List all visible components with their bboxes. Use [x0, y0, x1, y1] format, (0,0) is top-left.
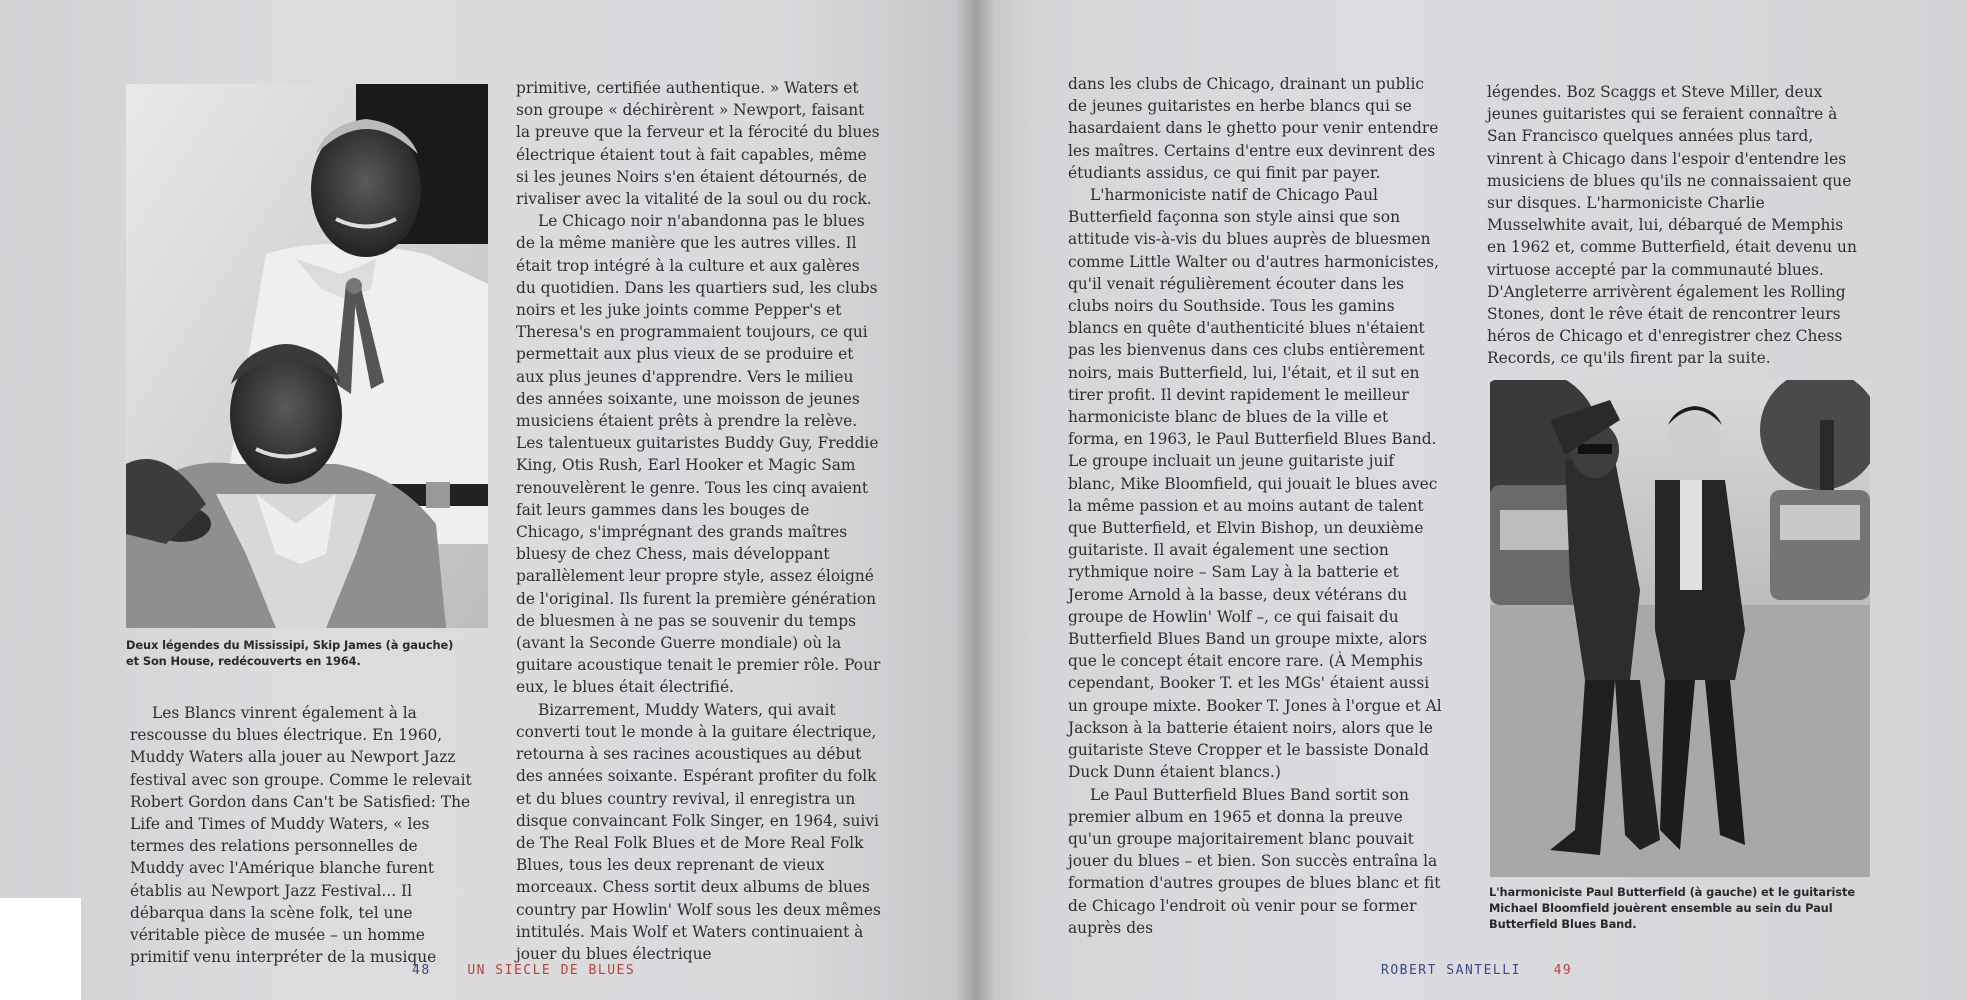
- paragraph: Le Chicago noir n'abandonna pas le blues de la même manière que les autres villes. Il était trop intégré à la culture et aux galères du quotidien. Dans les quartiers sud, les clubs noirs et les juke joints comme Pepper's et Theresa's en programmaient toujours, ce qui permettait aux plus vieux de se produire et aux plus jeunes d'apprendre. Vers le milieu des années soixante, une moisson de jeunes musiciens étaient prêts à prendre la relève. Les talentueux guitaristes Buddy Guy, Freddie King, Otis Rush, Earl Hooker et Magic Sam renouvelèrent le genre. Tous les cinq avaient fait leurs gammes dans les bouges de Chicago, s'imprégnant des grands maîtres bluesy de chez Chess, mais développant parallèlement leur propre style, assez éloigné de l'original. Ils furent la première génération de bluesmen à ne pas se souvenir du temps (avant la Seconde Guerre mondiale) où la guitare acoustique tenait le premier rôle. Pour eux, le blues était électrifié.: [516, 212, 881, 697]
- right-column-2: [1487, 81, 1859, 370]
- right-folio: [1381, 963, 1572, 978]
- left-page: [0, 0, 975, 1000]
- paragraph: Le Paul Butterfield Blues Band sortit son premier album en 1965 et donna la preuve qu'un groupe majoritairement blanc pouvait jouer du blues – et bien. Son succès entraîna la formation d'autres groupes de blues blanc et fit de Chicago l'endroit où venir pour se former auprès des: [1068, 785, 1441, 937]
- page-number: 48: [412, 963, 431, 978]
- photo-caption-right: L'harmoniciste Paul Butterfield (à gauche) et le guitariste Michael Bloomfield jouèrent ensemble au sein du Paul Butterfield Blues Band.: [1489, 885, 1855, 931]
- paragraph: dans les clubs de Chicago, drainant un public de jeunes guitaristes en herbe blancs qui se hasardaient dans le ghetto pour venir entendre les maîtres. Certains d'entre eux devinrent des étudiants assidus, ce qui finit par payer.: [1068, 75, 1439, 182]
- photo-butterfield-bloomfield: [1490, 380, 1870, 877]
- photo-caption-left: Deux légendes du Mississipi, Skip James (à gauche) et Son House, redécouverts en 1964.: [126, 638, 454, 668]
- right-column-1: [1068, 73, 1443, 939]
- paragraph: L'harmoniciste natif de Chicago Paul Butterfield façonna son style ainsi que son attitude vis-à-vis du blues auprès de bluesmen comme Little Walter ou d'autres harmonicistes, qu'il venait régulièrement écouter dans les clubs noirs du Southside. Tous les gamins blancs en quête d'authenticité blues n'étaient pas les bienvenus dans ces clubs entièrement noirs, mais Butterfield, lui, l'était, et il sut en tirer profit. Il devint rapidement le meilleur harmoniciste blanc de blues de la ville et forma, en 1963, le Paul Butterfield Blues Band. Le groupe incluait un jeune guitariste juif blanc, Mike Bloomfield, qui jouait le blues avec la même passion et au moins autant de talent que Butterfield, et Elvin Bishop, un deuxième guitariste. Il avait également une section rythmique noire – Sam Lay à la batterie et Jerome Arnold à la basse, deux vétérans du groupe de Howlin' Wolf –, ce qui faisait du Butterfield Blues Band un groupe mixte, alors que le concept était encore rare. (À Memphis cependant, Booker T. et les MGs' étaient aussi un groupe mixte. Booker T. Jones à l'orgue et Al Jackson à la batterie étaient noirs, alors que le guitariste Steve Cropper et le bassiste Donald Duck Dunn étaient blancs.): [1068, 186, 1442, 782]
- paragraph: Les Blancs vinrent également à la rescousse du blues électrique. En 1960, Muddy Waters alla jouer au Newport Jazz festival avec son groupe. Comme le relevait Robert Gordon dans Can't be Satisfied: The Life and Times of Muddy Waters, « les termes des relations personnelles de Muddy avec l'Amérique blanche furent établis au Newport Jazz Festival... Il débarqua dans la scène folk, tel une véritable pièce de musée – un homme primitif venu interpréter de la musique: [130, 704, 472, 967]
- photo-skip-james-son-house: [126, 84, 488, 628]
- right-page: [975, 0, 1967, 1000]
- page-number: 49: [1553, 963, 1573, 978]
- left-column-1: [130, 702, 475, 968]
- paragraph: primitive, certifiée authentique. » Waters et son groupe « déchirèrent » Newport, faisant la preuve que la ferveur et la férocité du blues électrique étaient tout à fait capables, même si les jeunes Noirs s'en étaient détournés, de rivaliser avec la vitalité de la soul ou du rock.: [516, 79, 880, 209]
- paragraph: légendes. Boz Scaggs et Steve Miller, deux jeunes guitaristes qui se feraient connaître à San Francisco quelques années plus tard, vinrent à Chicago dans l'espoir d'entendre les musiciens de blues qu'ils ne connaissaient que sur disques. L'harmoniciste Charlie Musselwhite avait, lui, débarqué de Memphis en 1962 et, comme Butterfield, était devenu un virtuose accepté par la communauté blues. D'Angleterre arrivèrent également les Rolling Stones, dont le rêve était de rencontrer leurs héros de Chicago et d'enregistrer chez Chess Records, ce qu'ils firent par la suite.: [1487, 83, 1857, 368]
- left-folio: [412, 963, 635, 978]
- corner-mask: [0, 898, 81, 1000]
- paragraph: Bizarrement, Muddy Waters, qui avait converti tout le monde à la guitare électrique, retourna à ses racines acoustiques au début des années soixante. Espérant profiter du folk et du blues country revival, il enregistra un disque convaincant Folk Singer, en 1964, suivi de The Real Folk Blues et de More Real Folk Blues, tous les deux reprenant de vieux morceaux. Chess sortit deux albums de blues country par Howlin' Wolf sous les deux mêmes intitulés. Mais Wolf et Waters continuaient à jouer du blues électrique: [516, 700, 881, 963]
- running-title: UN SIECLE DE BLUES: [467, 963, 636, 978]
- book-gutter: [955, 0, 995, 1000]
- running-title: ROBERT SANTELLI: [1381, 963, 1521, 978]
- left-column-2: [516, 77, 881, 965]
